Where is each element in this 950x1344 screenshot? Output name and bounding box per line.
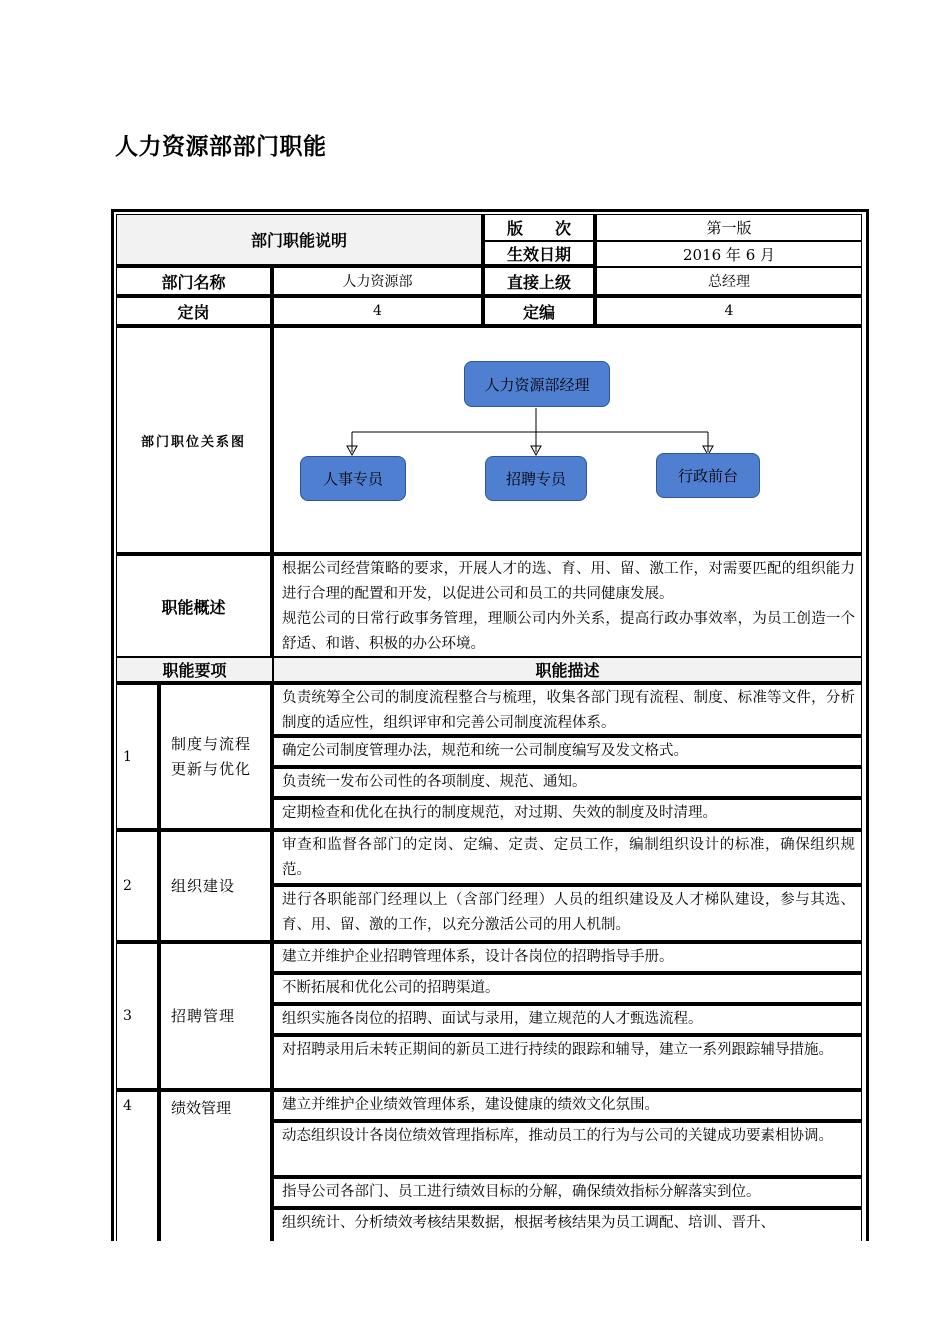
effective-value-cell — [594, 241, 862, 267]
overview-label: 职能概述 — [161, 597, 226, 617]
superior-value-cell — [594, 267, 862, 297]
staffing-value-cell — [594, 297, 862, 327]
org-chart-label: 部门职位关系图 — [140, 434, 246, 450]
superior-label: 直接上级 — [506, 272, 571, 292]
posts-value-cell — [273, 297, 482, 327]
effective-label: 生效日期 — [506, 244, 571, 264]
dept-name-value-cell — [273, 267, 482, 297]
item-4-desc-3: 指导公司各部门、员工进行绩效目标的分解，确保绩效指标分解落实到位。 — [273, 1178, 862, 1209]
item-3-desc-3: 组织实施各岗位的招聘、面试与录用，建立规范的人才甄选流程。 — [273, 1005, 862, 1036]
version-value-cell — [594, 214, 862, 241]
org-node-child-1: 人事专员 — [300, 456, 406, 501]
staffing-value: 4 — [724, 303, 734, 319]
org-chart-area — [273, 327, 862, 555]
item-no-3: 3 — [116, 943, 158, 1091]
item-name-2: 组织建设 — [158, 831, 273, 943]
staffing-label-cell — [482, 297, 594, 327]
items-head-cell — [116, 657, 273, 684]
overview-label-cell — [116, 555, 273, 657]
dept-name-label-cell — [116, 267, 273, 297]
version-label-cell — [482, 214, 594, 241]
staffing-label: 定编 — [522, 302, 555, 322]
org-node-child-2: 招聘专员 — [485, 456, 587, 501]
org-chart-label-cell — [116, 327, 273, 555]
item-1-desc-1: 负责统筹全公司的制度流程整合与梳理，收集各部门现有流程、制度、标准等文件，分析制度的适应性，组织评审和完善公司制度流程体系。 — [273, 684, 862, 737]
item-no-4: 4 — [116, 1091, 158, 1241]
desc-head-cell — [273, 657, 862, 684]
org-node-child-3: 行政前台 — [656, 453, 760, 498]
item-no-2: 2 — [116, 831, 158, 943]
item-4-desc-4: 组织统计、分析绩效考核结果数据，根据考核结果为员工调配、培训、晋升、 — [273, 1209, 862, 1241]
items-head: 职能要项 — [162, 661, 227, 680]
desc-head: 职能描述 — [535, 661, 600, 680]
superior-label-cell — [482, 267, 594, 297]
version-label: 版 次 — [506, 219, 571, 238]
item-4-desc-2: 动态组织设计各岗位绩效管理指标库，推动员工的行为与公司的关键成功要素相协调。 — [273, 1122, 862, 1178]
item-2-desc-2: 进行各职能部门经理以上（含部门经理）人员的组织建设及人才梯队建设，参与其选、育、用、留、激的工作，以充分激活公司的用人机制。 — [273, 886, 862, 943]
posts-label-cell — [116, 297, 273, 327]
posts-label: 定岗 — [177, 302, 210, 322]
department-function-table — [111, 209, 869, 1241]
page-title: 人力资源部部门职能 — [115, 134, 327, 160]
item-name-1: 制度与流程更新与优化 — [158, 684, 273, 831]
overview-text-2: 规范公司的日常行政事务管理，理顺公司内外关系，提高行政办事效率，为员工创造一个舒适、和谐、积极的办公环境。 — [282, 611, 855, 652]
doc-label-cell — [116, 214, 482, 267]
effective-value: 2016 年 6 月 — [682, 245, 776, 264]
item-3-desc-4: 对招聘录用后未转正期间的新员工进行持续的跟踪和辅导，建立一系列跟踪辅导措施。 — [273, 1036, 862, 1091]
item-3-desc-2: 不断拓展和优化公司的招聘渠道。 — [273, 974, 862, 1005]
posts-value: 4 — [373, 303, 382, 319]
overview-text-cell — [273, 555, 862, 657]
item-name-3: 招聘管理 — [158, 943, 273, 1091]
item-no-1: 1 — [116, 684, 158, 831]
overview-text-1: 根据公司经营策略的要求，开展人才的选、育、用、留、激工作，对需要匹配的组织能力进行合理的配置和开发，以促进公司和员工的共同健康发展。 — [282, 561, 855, 602]
item-2-desc-1: 审查和监督各部门的定岗、定编、定责、定员工作，编制组织设计的标准，确保组织规范。 — [273, 831, 862, 886]
superior-value: 总经理 — [708, 274, 750, 290]
item-1-desc-4: 定期检查和优化在执行的制度规范，对过期、失效的制度及时清理。 — [273, 799, 862, 831]
org-node-root: 人力资源部经理 — [464, 361, 610, 407]
version-value: 第一版 — [706, 219, 752, 237]
doc-label: 部门职能说明 — [250, 231, 347, 250]
dept-name-value: 人力资源部 — [342, 274, 413, 290]
dept-name-label: 部门名称 — [161, 272, 226, 292]
item-1-desc-3: 负责统一发布公司性的各项制度、规范、通知。 — [273, 768, 862, 799]
item-1-desc-2: 确定公司制度管理办法，规范和统一公司制度编写及发文格式。 — [273, 737, 862, 768]
effective-label-cell — [482, 241, 594, 267]
item-3-desc-1: 建立并维护企业招聘管理体系，设计各岗位的招聘指导手册。 — [273, 943, 862, 974]
item-4-desc-1: 建立并维护企业绩效管理体系，建设健康的绩效文化氛围。 — [273, 1091, 862, 1122]
item-name-4: 绩效管理 — [158, 1091, 273, 1241]
